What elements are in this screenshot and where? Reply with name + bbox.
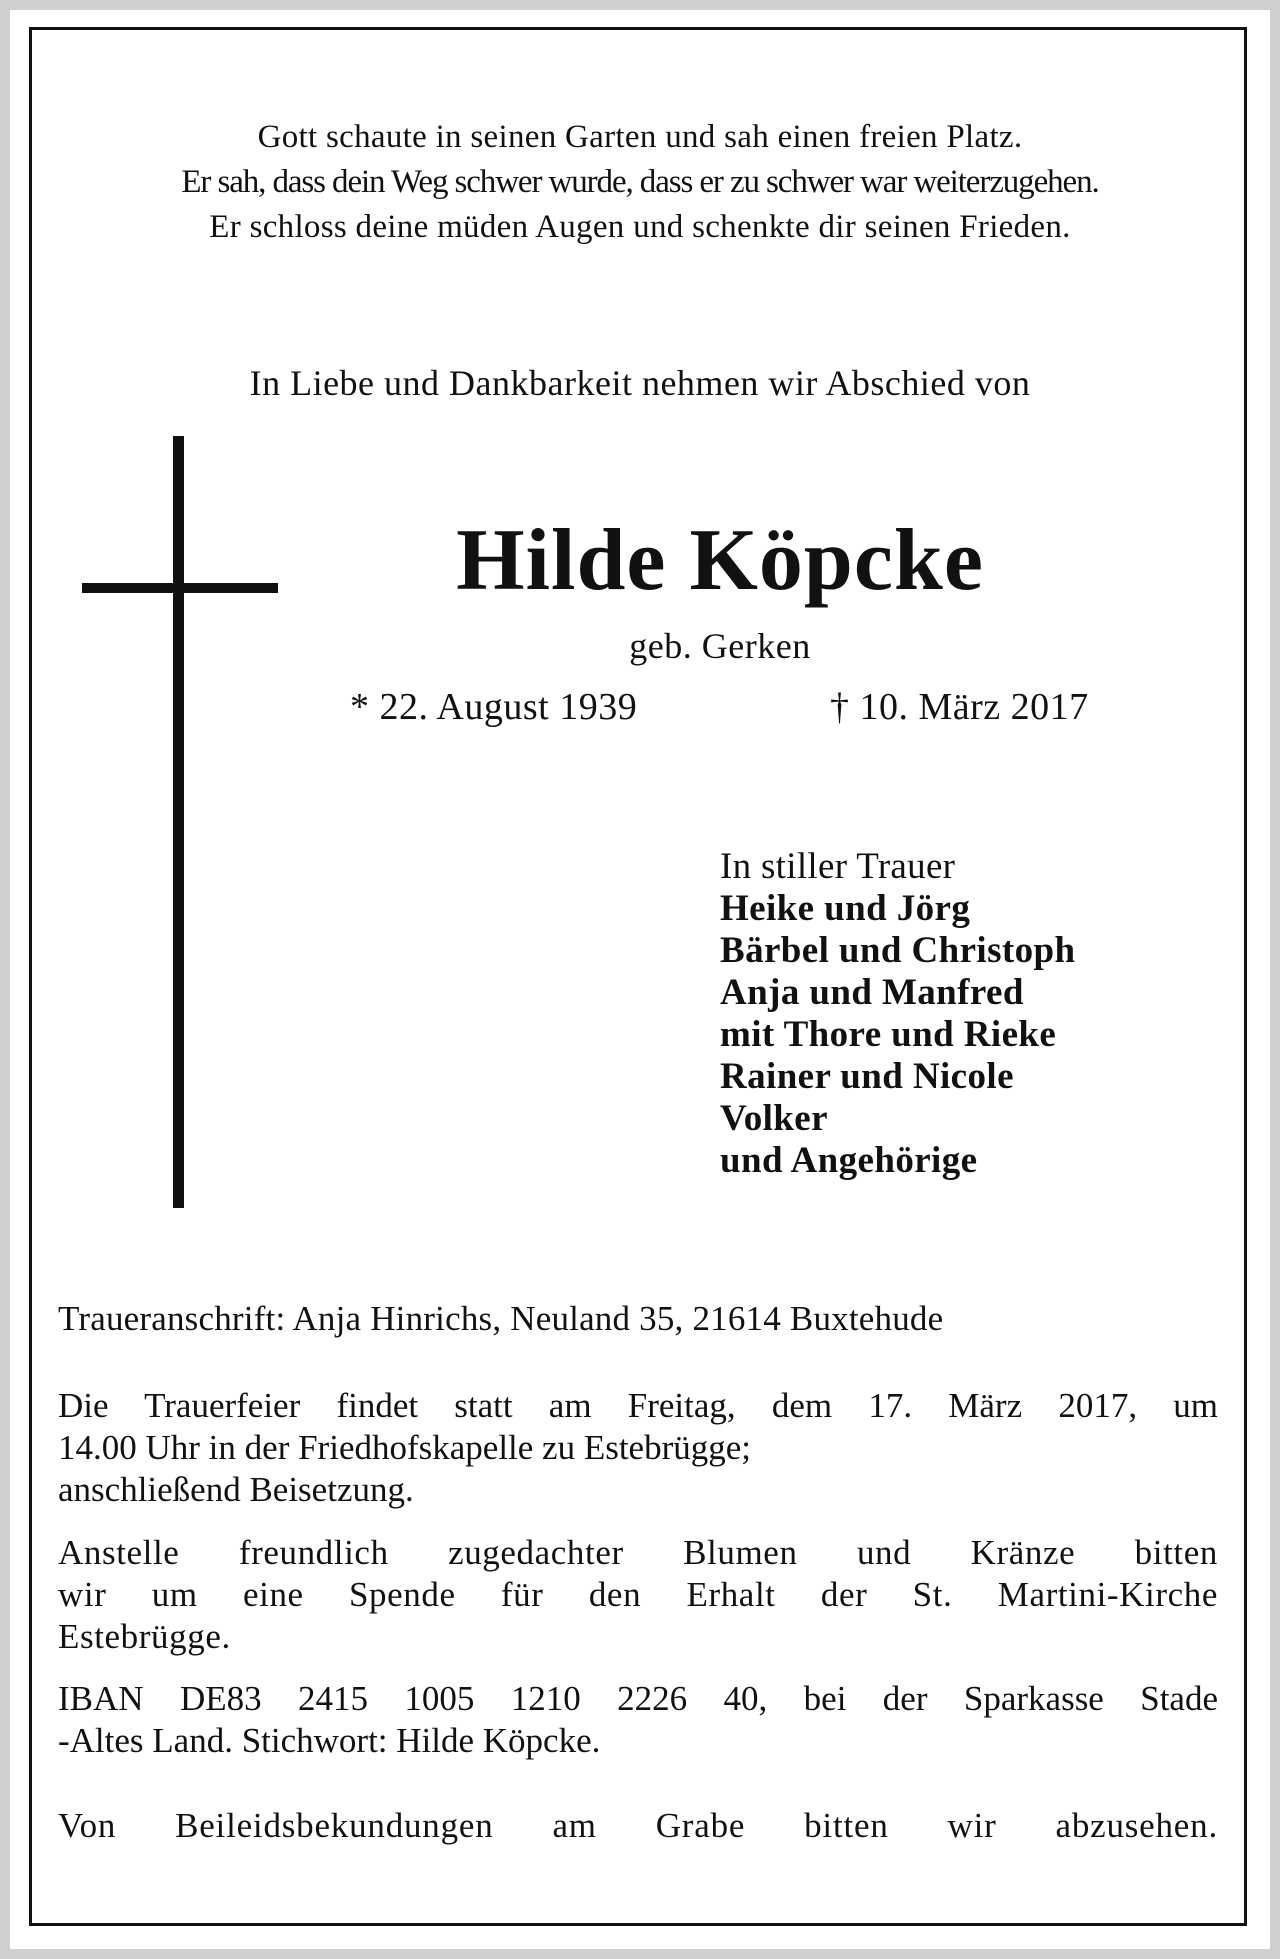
funeral-service-info — [58, 1385, 1218, 1511]
mourner-name: Heike und Jörg — [720, 888, 971, 929]
paragraph-line: -Altes Land. Stichwort: Hilde Köpcke. — [58, 1721, 601, 1760]
cross-icon-horizontal-beam — [82, 583, 278, 593]
maiden-name: geb. Gerken — [629, 626, 811, 666]
condolence-note — [58, 1805, 1218, 1847]
mourning-address: Traueranschrift: Anja Hinrichs, Neuland 35, 21614 Buxtehude — [58, 1299, 944, 1338]
obituary-notice — [10, 10, 1270, 1949]
deceased-name: Hilde Köpcke — [456, 512, 984, 609]
farewell-intro: In Liebe und Dankbarkeit nehmen wir Abschied von — [249, 363, 1031, 403]
birth-date: * 22. August 1939 — [350, 686, 638, 728]
paragraph-line: Die Trauerfeier findet statt am Freitag, dem 17. März 2017, um — [58, 1386, 1218, 1425]
poem-line: Er sah, dass dein Weg schwer wurde, dass er zu schwer war weiterzugehen. — [181, 164, 1099, 200]
paragraph-line: anschließend Beisetzung. — [58, 1470, 414, 1509]
cross-icon-vertical-beam — [173, 436, 184, 1208]
death-date: † 10. März 2017 — [830, 686, 1089, 728]
mourner-name: und Angehörige — [720, 1140, 978, 1181]
mourners-list — [720, 846, 1076, 1182]
bank-details — [58, 1678, 1218, 1762]
paragraph-line: IBAN DE83 2415 1005 1210 2226 40, bei der Sparkasse Stade — [58, 1679, 1218, 1718]
paragraph-line: 14.00 Uhr in der Friedhofskapelle zu Estebrügge; — [58, 1428, 752, 1467]
mourners-lead: In stiller Trauer — [720, 846, 956, 887]
poem-line: Gott schaute in seinen Garten und sah einen freien Platz. — [257, 119, 1023, 155]
poem — [10, 115, 1270, 250]
mourner-name: Volker — [720, 1098, 828, 1139]
donation-request — [58, 1532, 1218, 1658]
paragraph-line: Von Beileidsbekundungen am Grabe bitten wir abzusehen. — [58, 1806, 1218, 1845]
paragraph-line: Estebrügge. — [58, 1617, 231, 1656]
paragraph-line: wir um eine Spende für den Erhalt der St. Martini-Kirche — [58, 1575, 1218, 1614]
mourner-name: Bärbel und Christoph — [720, 930, 1076, 971]
mourner-name: Anja und Manfred — [720, 972, 1024, 1013]
paragraph-line: Anstelle freundlich zugedachter Blumen und Kränze bitten — [58, 1533, 1218, 1572]
poem-line: Er schloss deine müden Augen und schenkte dir seinen Frieden. — [209, 209, 1071, 245]
mourner-name: Rainer und Nicole — [720, 1056, 1014, 1097]
mourner-name: mit Thore und Rieke — [720, 1014, 1057, 1055]
